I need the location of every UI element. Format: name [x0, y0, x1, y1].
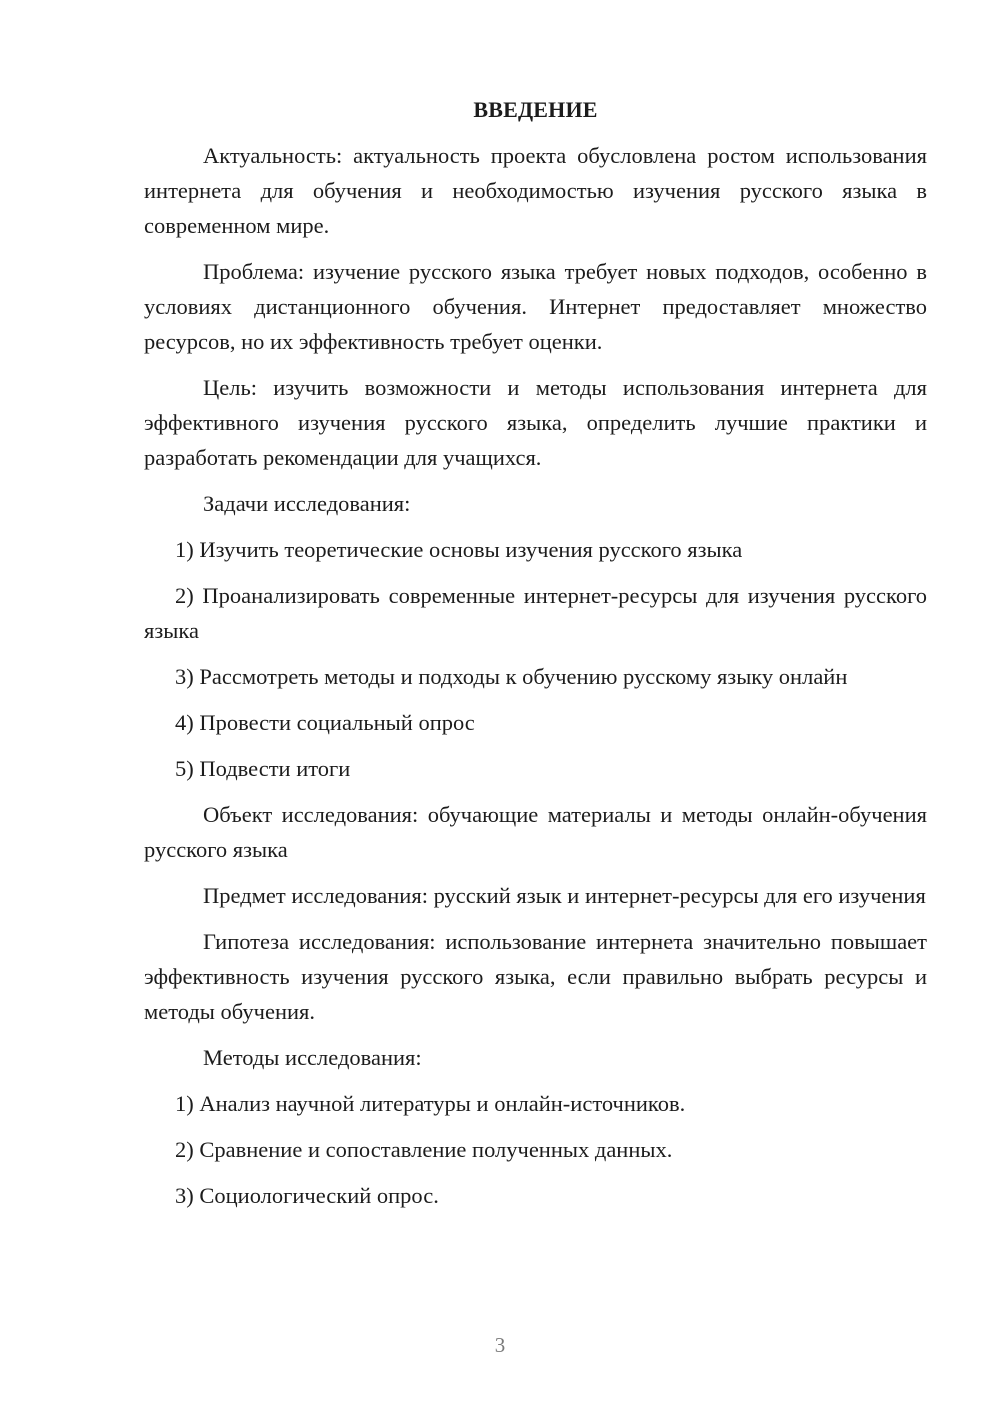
task-item: 5) Подвести итоги: [175, 756, 351, 781]
methods-heading: Методы исследования:: [203, 1045, 422, 1070]
page-title: ВВЕДЕНИЕ: [473, 97, 598, 122]
document-page: [144, 92, 927, 1224]
paragraph-problem: Проблема: изучение русского языка требует новых подходов, особенно в условиях дистанционного обучения. Интернет предоставляет множество ресурсов, но их эффективность требует оценки.: [144, 259, 927, 354]
page-number: 3: [494, 1333, 506, 1357]
paragraph-relevance: Актуальность: актуальность проекта обусловлена ростом использования интернета для обучения и необходимостью изучения русского языка в современном мире.: [144, 143, 927, 238]
paragraph-goal: Цель: изучить возможности и методы использования интернета для эффективного изучения русского языка, определить лучшие практики и разработать рекомендации для учащихся.: [144, 375, 927, 470]
task-item: 1) Изучить теоретические основы изучения русского языка: [175, 537, 743, 562]
task-item: 4) Провести социальный опрос: [175, 710, 475, 735]
tasks-heading: Задачи исследования:: [203, 491, 411, 516]
paragraph-object: Объект исследования: обучающие материалы и методы онлайн-обучения русского языка: [144, 802, 927, 862]
method-item: 3) Социологический опрос.: [175, 1183, 439, 1208]
tasks-list: [144, 532, 927, 786]
paragraph-subject: Предмет исследования: русский язык и интернет-ресурсы для его изучения: [203, 883, 926, 908]
methods-list: [144, 1086, 927, 1213]
paragraph-hypothesis: Гипотеза исследования: использование интернета значительно повышает эффективность изучения русского языка, если правильно выбрать ресурсы и методы обучения.: [144, 929, 927, 1024]
task-item: 3) Рассмотреть методы и подходы к обучению русскому языку онлайн: [175, 664, 848, 689]
method-item: 2) Сравнение и сопоставление полученных данных.: [175, 1137, 673, 1162]
task-item: 2) Проанализировать современные интернет-ресурсы для изучения русского языка: [144, 583, 927, 643]
method-item: 1) Анализ научной литературы и онлайн-источников.: [175, 1091, 686, 1116]
